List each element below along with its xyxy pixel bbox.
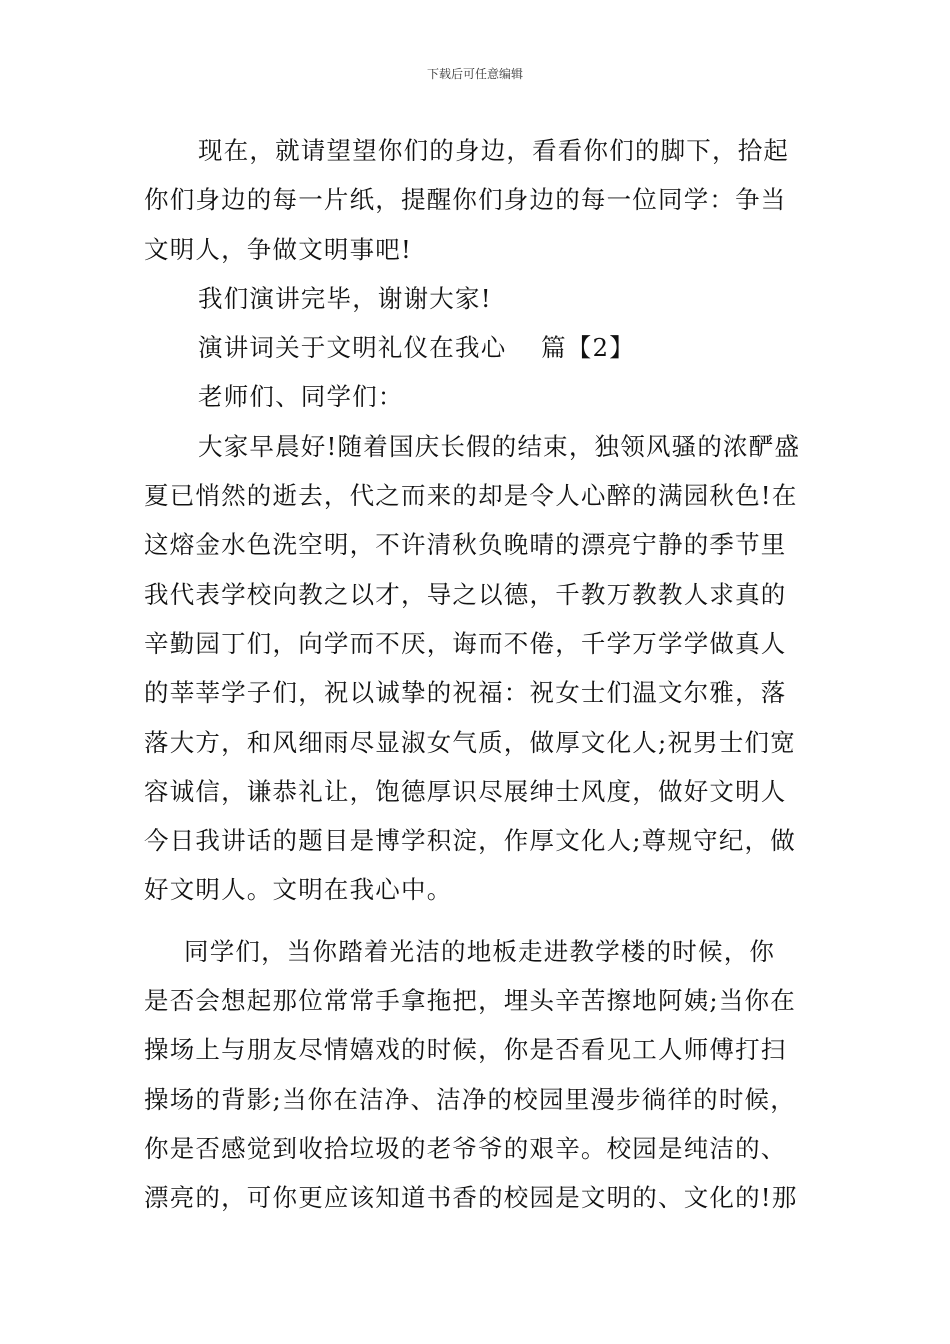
paragraph	[144, 927, 808, 1223]
paragraph	[144, 422, 808, 915]
text-line: 老师们、同学们：	[198, 382, 404, 412]
text-line: 你们身边的每一片纸，提醒你们身边的每一位同学：争当	[144, 185, 787, 215]
text-line: 辛勤园丁们，向学而不厌，诲而不倦，千学万学学做真人	[144, 628, 787, 658]
text-line: 容诚信，谦恭礼让，饱德厚识尽展绅士风度，做好文明人	[144, 776, 787, 806]
salutation	[144, 372, 808, 421]
section-heading	[144, 323, 808, 372]
text-line: 操场的背影;当你在洁净、洁净的校园里漫步徜徉的时候，	[144, 1084, 796, 1114]
text-line: 演讲词关于文明礼仪在我心 篇【2】	[198, 333, 635, 363]
page-header: 下载后可任意编辑	[426, 67, 523, 81]
text-line: 好文明人。文明在我心中。	[144, 875, 453, 905]
text-line: 落大方，和风细雨尽显淑女气质，做厚文化人;祝男士们宽	[144, 727, 796, 757]
text-line: 大家早晨好!随着国庆长假的结束，独领风骚的浓酽盛	[198, 431, 801, 461]
text-line: 现在，就请望望你们的身边，看看你们的脚下，拾起	[198, 136, 790, 165]
text-line: 操场上与朋友尽情嬉戏的时候，你是否看见工人师傅打扫	[144, 1035, 787, 1065]
text-line: 的莘莘学子们，祝以诚挚的祝福：祝女士们温文尔雅，落	[144, 678, 787, 708]
text-line: 是否会想起那位常常手拿拖把，埋头辛苦擦地阿姨;当你在	[144, 986, 796, 1016]
text-line: 你是否感觉到收拾垃圾的老爷爷的艰辛。校园是纯洁的、	[144, 1133, 787, 1163]
text-line: 同学们，当你踏着光洁的地板走进教学楼的时候，你	[184, 936, 776, 966]
text-line: 漂亮的，可你更应该知道书香的校园是文明的、文化的!那	[144, 1183, 798, 1213]
text-line: 这熔金水色洗空明，不许清秋负晚晴的漂亮宁静的季节里	[144, 530, 787, 560]
text-line: 文明人，争做文明事吧!	[144, 234, 413, 264]
text-line: 夏已悄然的逝去，代之而来的却是令人心醉的满园秋色!在	[144, 481, 798, 511]
text-line: 今日我讲话的题目是博学积淀，作厚文化人;尊规守纪，做	[144, 826, 796, 856]
document-body	[144, 126, 808, 1223]
paragraph	[144, 126, 808, 274]
paragraph	[144, 274, 808, 323]
text-line: 我代表学校向教之以才，导之以德，千教万教教人求真的	[144, 579, 787, 609]
text-line: 我们演讲完毕，谢谢大家!	[198, 283, 492, 313]
